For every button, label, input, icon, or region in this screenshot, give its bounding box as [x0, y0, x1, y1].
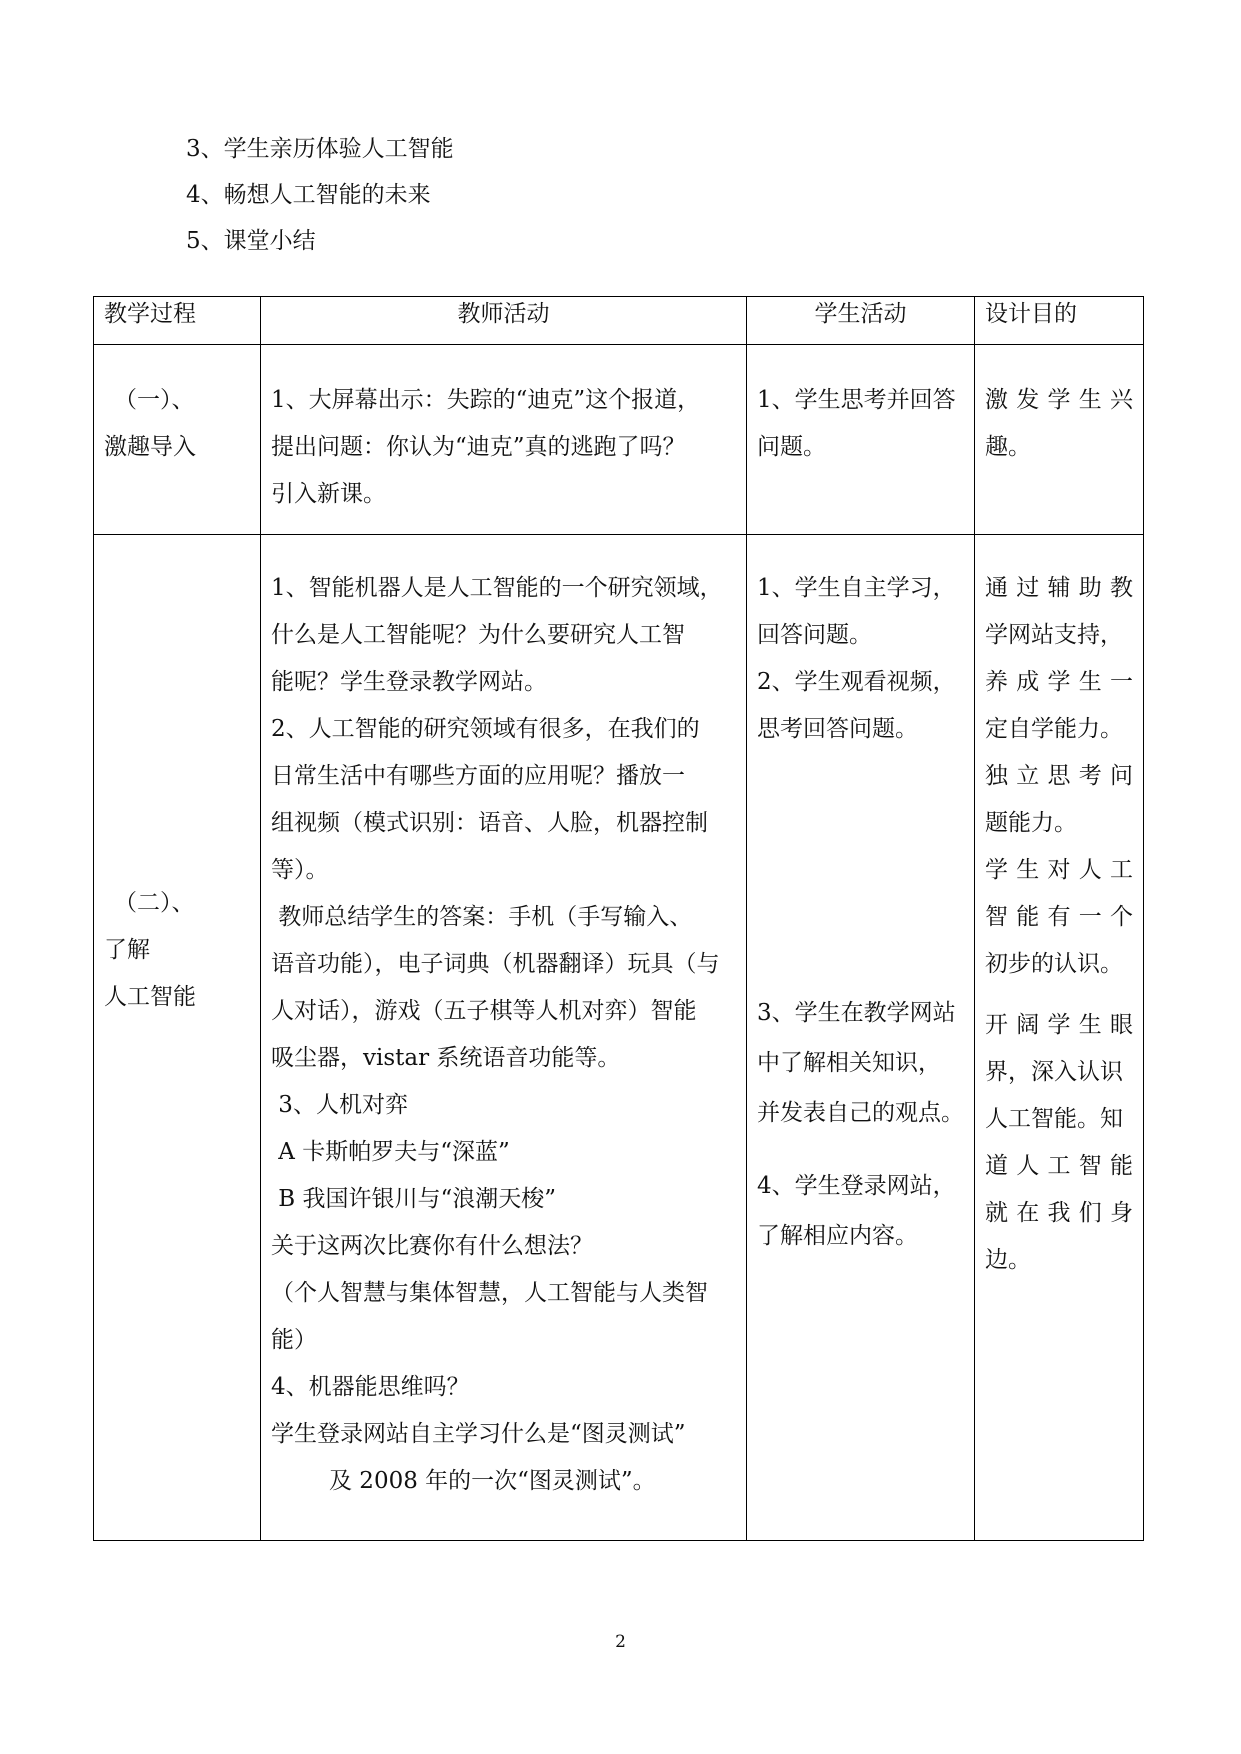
table-row — [94, 535, 1144, 1541]
table-row — [94, 345, 1144, 535]
header-stage: 教学过程 — [94, 297, 261, 345]
row1-purpose: 激发学生兴 趣。 — [975, 345, 1144, 535]
intro-item-4: 4、畅想人工智能的未来 — [186, 182, 431, 208]
row2-teacher: 1、智能机器人是人工智能的一个研究领域， 什么是人工智能呢？为什么要研究人工智 能呢？学生登录教学网站。 2、人工智能的研究领域有很多，在我们的 日常生活中有哪些方面的应用呢？播放一 组视频（模式识别：语音、人脸，机器控制 等）。 教师总结学生的答案：手机（手写输入、 语音功能），电子词典（机器翻译）玩具（与 人对话），游戏（五子棋等人机对弈）智能 吸尘器，vistar 系统语音功能等。 3、人机对弈 A 卡斯帕罗夫与“深蓝” B 我国许银川与“浪潮天梭” 关于这两次比赛你有什么想法？ （个人智慧与集体智慧，人工智能与人类智 能） 4、机器能思维吗？ 学生登录网站自主学习什么是“图灵测试” 及 2008 年的一次“图灵测试”。 — [261, 535, 747, 1541]
header-purpose: 设计目的 — [975, 297, 1144, 345]
intro-item-3: 3、学生亲历体验人工智能 — [186, 136, 454, 162]
intro-item-5: 5、课堂小结 — [186, 228, 316, 254]
page-number: 2 — [615, 1632, 626, 1652]
row2-purpose: 通过辅助教 学网站支持， 养成学生一 定自学能力。 独立思考问 题能力。 学生对人工 智能有一个 初步的认识。 开阔学生眼 界，深入认识 人工智能。知 道人工智能 就在我们身 边。 — [975, 535, 1144, 1541]
table-header-row — [94, 297, 1144, 345]
row2-student: 1、学生自主学习， 回答问题。 2、学生观看视频， 思考回答问题。 3、学生在教学网站 中了解相关知识， 并发表自己的观点。 4、学生登录网站， 了解相应内容。 — [747, 535, 975, 1541]
header-student: 学生活动 — [747, 297, 975, 345]
lesson-table — [93, 296, 1144, 1541]
row1-teacher: 1、大屏幕出示：失踪的“迪克”这个报道， 提出问题：你认为“迪克”真的逃跑了吗？ 引入新课。 — [261, 345, 747, 535]
row2-stage: （二）、 了解 人工智能 — [94, 535, 261, 1541]
row1-student: 1、学生思考并回答 问题。 — [747, 345, 975, 535]
row1-stage: （一）、 激趣导入 — [94, 345, 261, 535]
header-teacher: 教师活动 — [261, 297, 747, 345]
